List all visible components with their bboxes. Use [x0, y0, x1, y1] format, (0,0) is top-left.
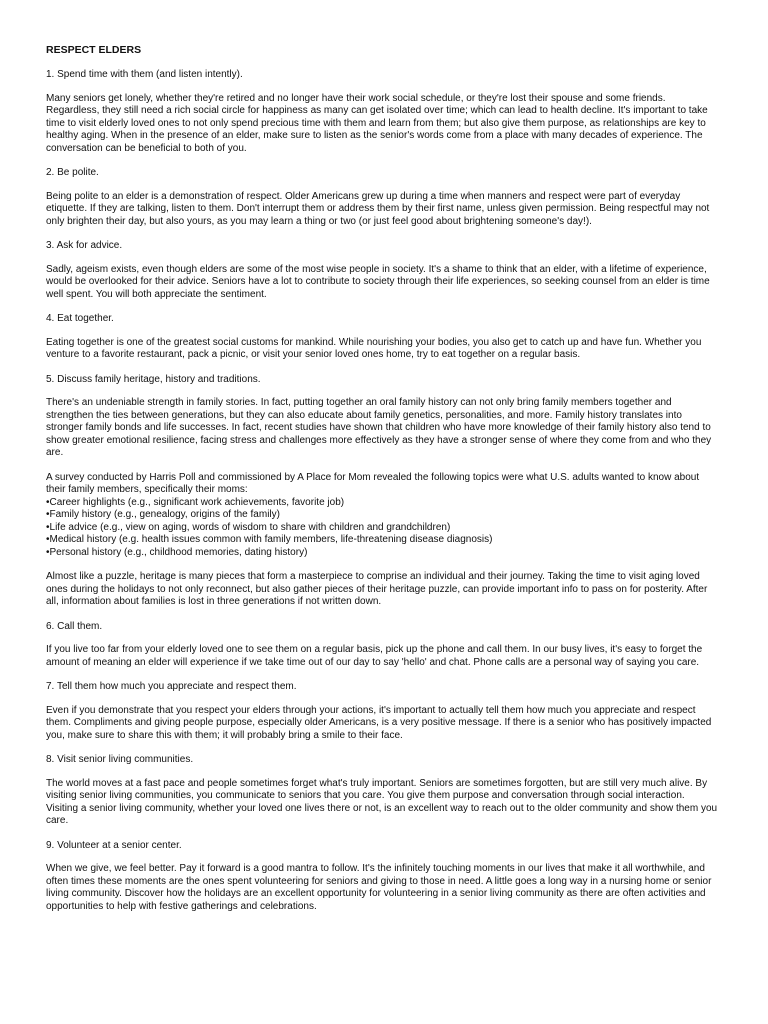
section-paragraph: Almost like a puzzle, heritage is many pieces that form a masterpiece to comprise an individual and their journey. Taking the time to visit aging loved ones during the holidays to not only reconnect, but also gather pieces of their heritage puzzle, can provide important info to pass on for posterity. After all, information about families is lost in three generations if not written down. [46, 571, 708, 607]
section-heading: 8. Visit senior living communities. [46, 754, 194, 765]
list-item: •Career highlights (e.g., significant work achievements, favorite job) [46, 496, 345, 508]
section-paragraph: When we give, we feel better. Pay it forward is a good mantra to follow. It's the infinitely touching moments in our lives that make it all worthwhile, and often times these moments are the ones spent volunteering for seniors and giving to those in need. A little goes a long way in a nursing home or senior living community. Discover how the holidays are an excellent opportunity for volunteering in a senior living community as there are often activities and opportunities to help with festive gatherings and celebrations. [46, 863, 712, 912]
section-paragraph: Many seniors get lonely, whether they're retired and no longer have their work social schedule, or they're lost their spouse and some friends. Regardless, they still need a rich social circle for happiness as many can get isolated over time; which can lead to health decline. It's important to take time to visit elderly loved ones to not only spend precious time with them and learn from them; but also give them purpose, as relationships are key to healthy aging. When in the presence of an elder, make sure to listen as the senior's words come from a place with many decades of experience. The conversation can be beneficial to both of you. [46, 92, 708, 154]
list-item: •Medical history (e.g. health issues common with family members, life-threatening disease diagnosis) [46, 534, 493, 545]
document-title: RESPECT ELDERS [46, 44, 142, 56]
section-heading: 4. Eat together. [46, 313, 114, 324]
section-paragraph: Even if you demonstrate that you respect your elders through your actions, it's important to actually tell them how much you appreciate and respect them. Compliments and giving people purpose, especially older Americans, is a very positive message. If there is a senior who has positively impacted you, make sure to share this with them; it will probably bring a smile to their face. [46, 704, 712, 741]
document-page [46, 44, 718, 925]
section-paragraph: Sadly, ageism exists, even though elders are some of the most wise people in society. It's a shame to think that an elder, with a lifetime of experience, would be overlooked for their advice. Seniors have a lot to contribute to society through their life experiences, so seeking counsel from an elder is time well spent. You will both appreciate the sentiment. [46, 263, 710, 300]
section-heading: 2. Be polite. [46, 167, 99, 178]
section-paragraph: Eating together is one of the greatest social customs for mankind. While nourishing your bodies, you also get to catch up and have fun. Whether you venture to a favorite restaurant, pack a picnic, or visit your senior loved ones home, try to eat together on a regular basis. [46, 336, 702, 360]
section-heading: 1. Spend time with them (and listen intently). [46, 69, 243, 80]
section-paragraph: If you live too far from your elderly loved one to see them on a regular basis, pick up the phone and call them. In our busy lives, it's easy to forget the amount of meaning an elder will experience if we take time out of our day to say 'hello' and chat. Phone calls are a personal way of saying you care. [46, 644, 703, 668]
section-paragraph: There's an undeniable strength in family stories. In fact, putting together an oral family history can not only bring family members together and strengthen the ties between generations, but they can also educate about family genetics, personalities, and more. Family history translates into stronger family bonds and life successes. In fact, recent studies have shown that children who have more knowledge of their family history also tend to show greater emotional resilience, facing stress and challenges more effectively as they have a stronger sense of where they come from and who they are. [46, 397, 712, 458]
survey-intro-paragraph: A survey conducted by Harris Poll and commissioned by A Place for Mom revealed the following topics were what U.S. adults wanted to know about their family members, specifically their moms: [46, 471, 700, 495]
list-item: •Life advice (e.g., view on aging, words of wisdom to share with children and grandchildren) [46, 521, 451, 533]
list-item: •Family history (e.g., genealogy, origins of the family) [46, 509, 280, 520]
section-heading: 7. Tell them how much you appreciate and respect them. [46, 681, 297, 692]
section-heading: 9. Volunteer at a senior center. [46, 839, 182, 851]
list-item: •Personal history (e.g., childhood memories, dating history) [46, 546, 308, 558]
section-heading: 6. Call them. [46, 620, 103, 632]
section-paragraph: Being polite to an elder is a demonstration of respect. Older Americans grew up during a time when manners and respect were part of everyday etiquette. If they are talking, listen to them. Don't interrupt them or address them by their first name, unless given permission. Being respectful may not only brighten their day, but also yours, as you may learn a thing or two (or just feel good about brightening someone's day!). [46, 190, 710, 227]
survey-topics-list [46, 497, 718, 560]
section-heading: 5. Discuss family heritage, history and traditions. [46, 373, 261, 385]
section-heading: 3. Ask for advice. [46, 240, 123, 251]
section-paragraph: The world moves at a fast pace and people sometimes forget what's truly important. Seniors are sometimes forgotten, but are still very much alive. By visiting senior living communities, you communicate to seniors that you care. You give them purpose and conversation through social interaction. Visiting a senior living community, whether your loved one lives there or not, is an excellent way to reach out to the older community and show them you care. [46, 777, 718, 826]
